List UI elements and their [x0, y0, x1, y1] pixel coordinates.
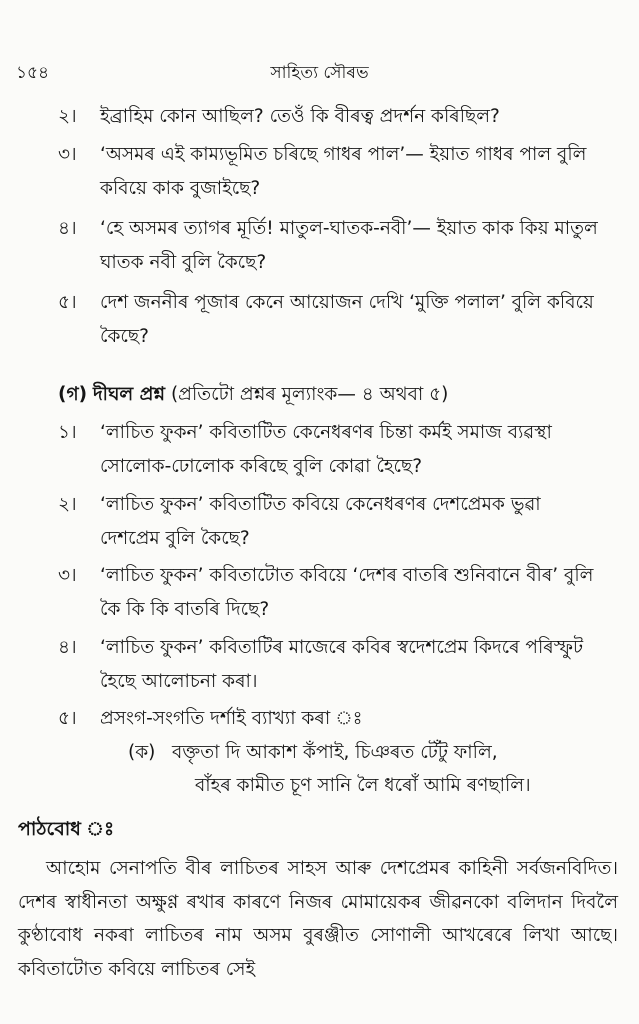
verse-line-2: বাঁহৰ কামীত চূণ সানি লৈ ধৰোঁ আমি ৰণছালি। [195, 775, 531, 796]
verse-line-1: বক্তৃতা দি আকাশ কঁপাই, চিঞৰত টেঁটু ফালি, [172, 742, 498, 763]
pathabodh-paragraph: আহোম সেনাপতি বীৰ লাচিতৰ সাহস আৰু দেশপ্ৰেমৰ কাহিনী সৰ্বজনবিদিত। দেশৰ স্বাধীনতা অক্ষুণ্ণ ৰখাৰ কাৰণে নিজৰ মোমায়েকৰ জীৱনকো বলিদান দিবলৈ কুণ্ঠাবোধ নকৰা লাচিতৰ নাম অসম বুৰঞ্জীত সোণালী আখৰেৰে লিখা আছে। কবিতাটোত কবিয়ে লাচিতৰ সেই [18, 858, 618, 980]
question-number: ৩। [58, 565, 77, 586]
question-text: ‘অসমৰ এই কাম্যভূমিত চৰিছে গাধৰ পাল’— ইয়াত গাধৰ পাল বুলি কবিয়ে কাক বুজাইছে? [100, 144, 587, 199]
page-number: ১৫৪ [16, 63, 50, 83]
question-text: ইব্ৰাহিম কোন আছিল? তেওঁ কি বীৰত্ব প্ৰদৰ্শন কৰিছিল? [100, 106, 500, 127]
question-text: ‘লাচিত ফুকন’ কবিতাটোত কবিয়ে ‘দেশৰ বাতৰি শুনিবানে বীৰ’ বুলি কৈ কি কি বাতৰি দিছে? [100, 565, 594, 620]
question-number: ৩। [58, 144, 77, 165]
section-label: (গ) [58, 384, 88, 405]
question-number: ২। [58, 106, 77, 127]
question-number: ৪। [58, 637, 77, 658]
question-text: দেশ জননীৰ পূজাৰ কেনে আয়োজন দেখি ‘মুক্তি পলাল’ বুলি কবিয়ে কৈছে? [100, 292, 594, 347]
question-number: ৫। [58, 292, 77, 313]
question-text: ‘লাচিত ফুকন’ কবিতাটিত কেনেধৰণৰ চিন্তা কৰ্মই সমাজ ব্যৱস্থা সোলোক-ঢোলোক কৰিছে বুলি কোৱা হৈছে? [100, 422, 552, 477]
question-text: প্ৰসংগ-সংগতি দৰ্শাই ব্যাখ্যা কৰা ঃ [100, 708, 363, 729]
question-text: ‘হে অসমৰ ত্যাগৰ মূৰ্তি! মাতুল-ঘাতক-নবী’— ইয়াত কাক কিয় মাতুল ঘাতক নবী বুলি কৈছে? [100, 218, 598, 273]
pathabodh-heading: পাঠবোধ ঃ [18, 818, 115, 840]
section-marks: (প্ৰতিটো প্ৰশ্নৰ মূল্যাংক— ৪ অথবা ৫) [170, 384, 449, 405]
page-header [0, 60, 639, 86]
question-number: ৫। [58, 708, 77, 729]
section-title: দীঘল প্ৰশ্ন [92, 384, 166, 405]
question-text: ‘লাচিত ফুকন’ কবিতাটিৰ মাজেৰে কবিৰ স্বদেশপ্ৰেম কিদৰে পৰিস্ফুট হৈছে আলোচনা কৰা। [100, 637, 584, 692]
question-number: ১। [58, 422, 77, 443]
running-title: সাহিত্য সৌৰভ [270, 63, 369, 83]
explain-label: (ক) [128, 742, 156, 763]
question-number: ৪। [58, 218, 77, 239]
section-heading [58, 380, 618, 410]
question-number: ২। [58, 494, 77, 515]
question-text: ‘লাচিত ফুকন’ কবিতাটিত কবিয়ে কেনেধৰণৰ দেশপ্ৰেমক ভুৱা দেশপ্ৰেম বুলি কৈছে? [100, 494, 541, 549]
